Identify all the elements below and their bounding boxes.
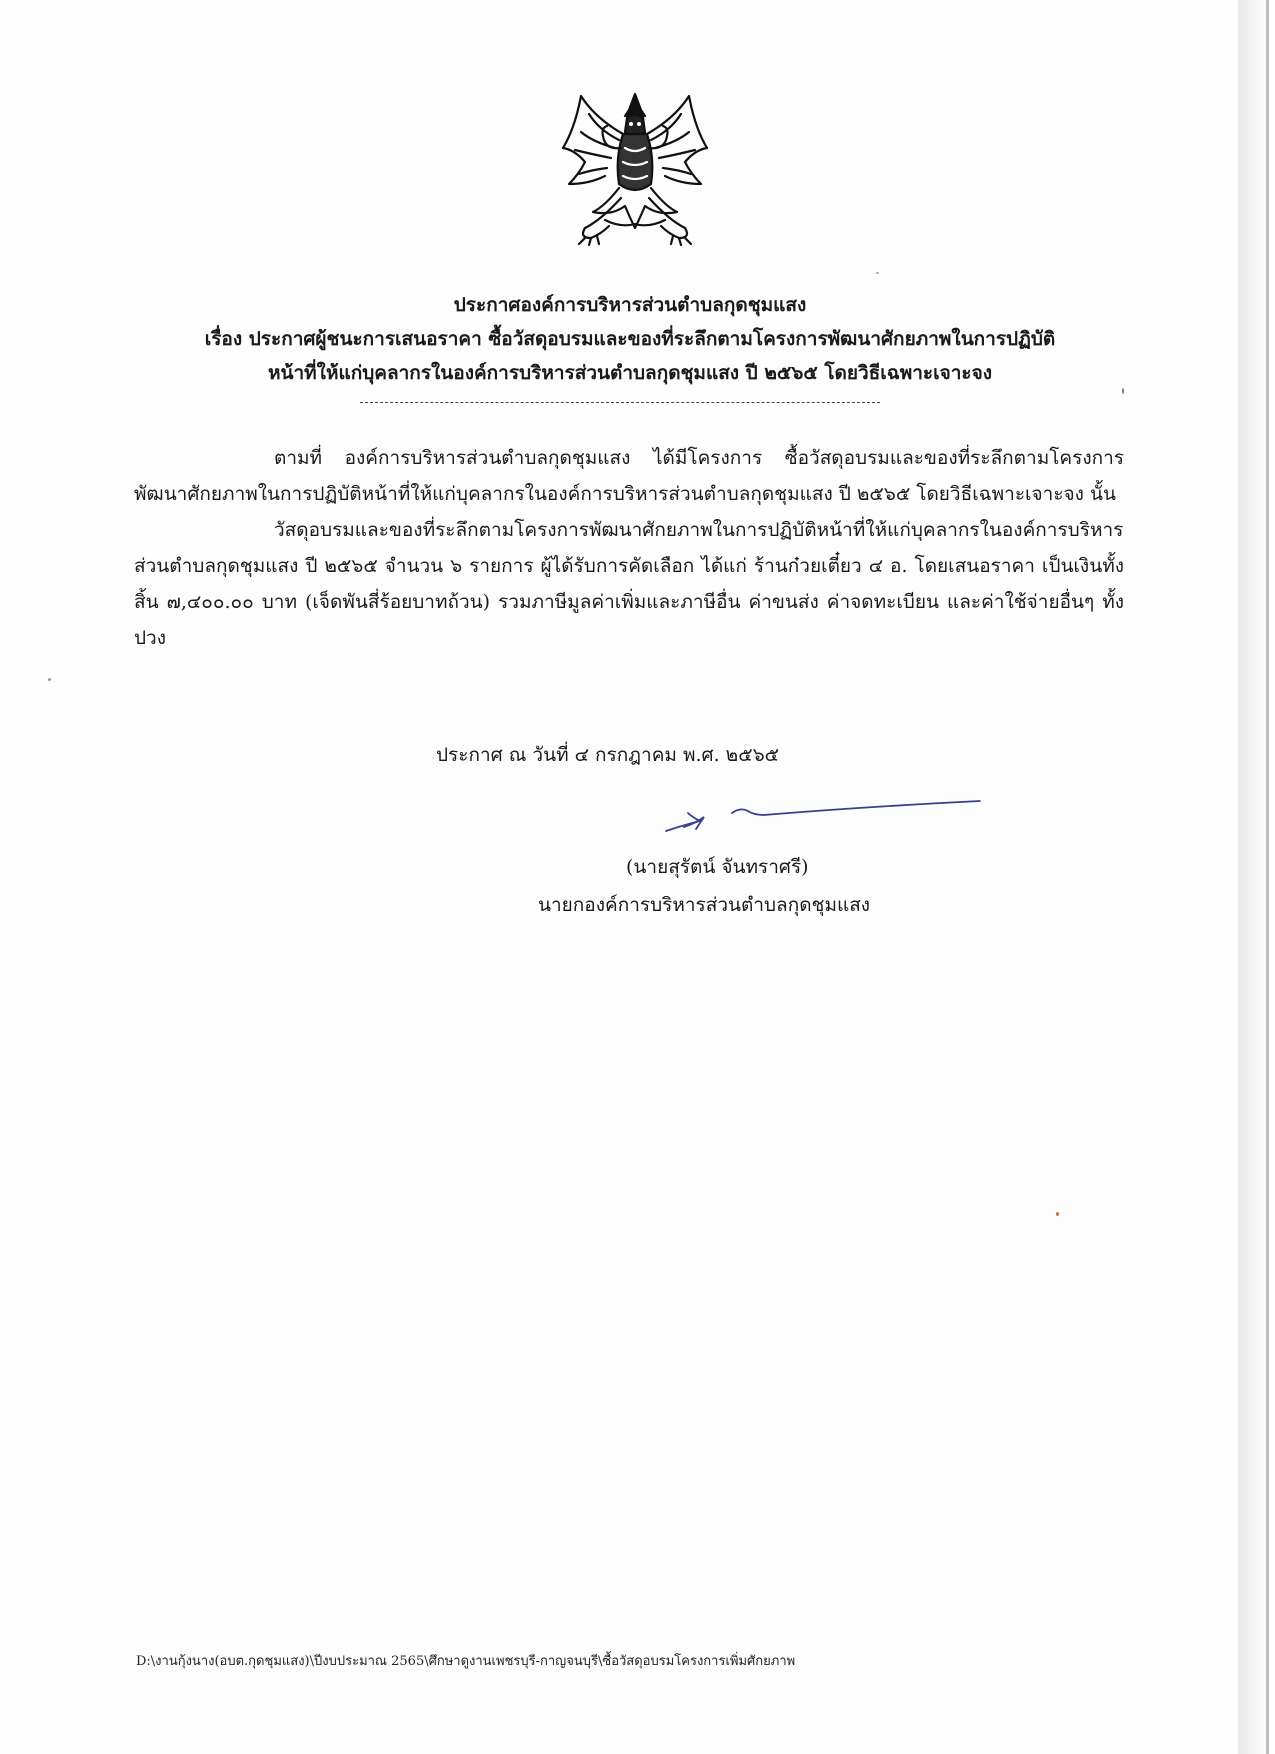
announcement-heading <box>100 288 1160 390</box>
subject-line-2: หน้าที่ให้แก่บุคลากรในองค์การบริหารส่วนตำบลกุดชุมแสง ปี ๒๕๖๕ โดยวิธีเฉพาะเจาะจง <box>267 362 993 384</box>
scan-edge <box>1238 0 1275 1754</box>
scan-speck <box>876 272 879 274</box>
signer-name: (นายสุรัตน์ จันทราศรี) <box>626 856 809 878</box>
garuda-emblem-icon <box>545 88 725 248</box>
scan-speck <box>1122 388 1124 394</box>
scan-edge-shadow <box>1266 0 1269 1754</box>
org-announcement-title: ประกาศองค์การบริหารส่วนตำบลกุดชุมแสง <box>453 294 807 316</box>
subject-line-1: เรื่อง ประกาศผู้ชนะการเสนอราคา ซื้อวัสดุอบรมและของที่ระลึกตามโครงการพัฒนาศักยภาพในการปฏิบัติ <box>204 328 1056 350</box>
paragraph-project: ตามที่ องค์การบริหารส่วนตำบลกุดชุมแสง ได้มีโครงการ ซื้อวัสดุอบรมและของที่ระลึกตามโครงการพัฒนาศักยภาพในการปฏิบัติหน้าที่ให้แก่บุคลากรในองค์การบริหารส่วนตำบลกุดชุมแสง ปี ๒๕๖๕ โดยวิธีเฉพาะเจาะจง นั้น <box>134 447 1124 505</box>
signer-position: นายกองค์การบริหารส่วนตำบลกุดชุมแสง <box>538 894 871 916</box>
announcement-date: ประกาศ ณ วันที่ ๔ กรกฎาคม พ.ศ. ๒๕๖๕ <box>436 744 780 766</box>
handwritten-signature <box>660 795 990 845</box>
scan-speck <box>1056 1212 1059 1216</box>
paragraph-winner: วัสดุอบรมและของที่ระลึกตามโครงการพัฒนาศักยภาพในการปฏิบัติหน้าที่ให้แก่บุคลากรในองค์การบริหารส่วนตำบลกุดชุมแสง ปี ๒๕๖๕ จำนวน ๖ รายการ ผู้ได้รับการคัดเลือก ได้แก่ ร้านก๋วยเตี๋ยว ๔ อ. โดยเสนอราคา เป็นเงินทั้งสิ้น ๗,๔๐๐.๐๐ บาท (เจ็ดพันสี่ร้อยบาทถ้วน) รวมภาษีมูลค่าเพิ่มและภาษีอื่น ค่าขนส่ง ค่าจดทะเบียน และค่าใช้จ่ายอื่นๆ ทั้งปวง <box>134 519 1124 649</box>
scan-speck <box>48 678 51 681</box>
heading-separator <box>360 402 880 403</box>
announcement-body <box>134 440 1124 656</box>
file-path-footer: D:\งานกุ้งนาง(อบต.กุดชุมแสง)\ปีงบประมาณ 2565\ศึกษาดูงานเพชรบุรี-กาญจนบุรี\ซื้อวัสดุอบรมโครงการเพิ่มศักยภาพ <box>136 1654 796 1669</box>
